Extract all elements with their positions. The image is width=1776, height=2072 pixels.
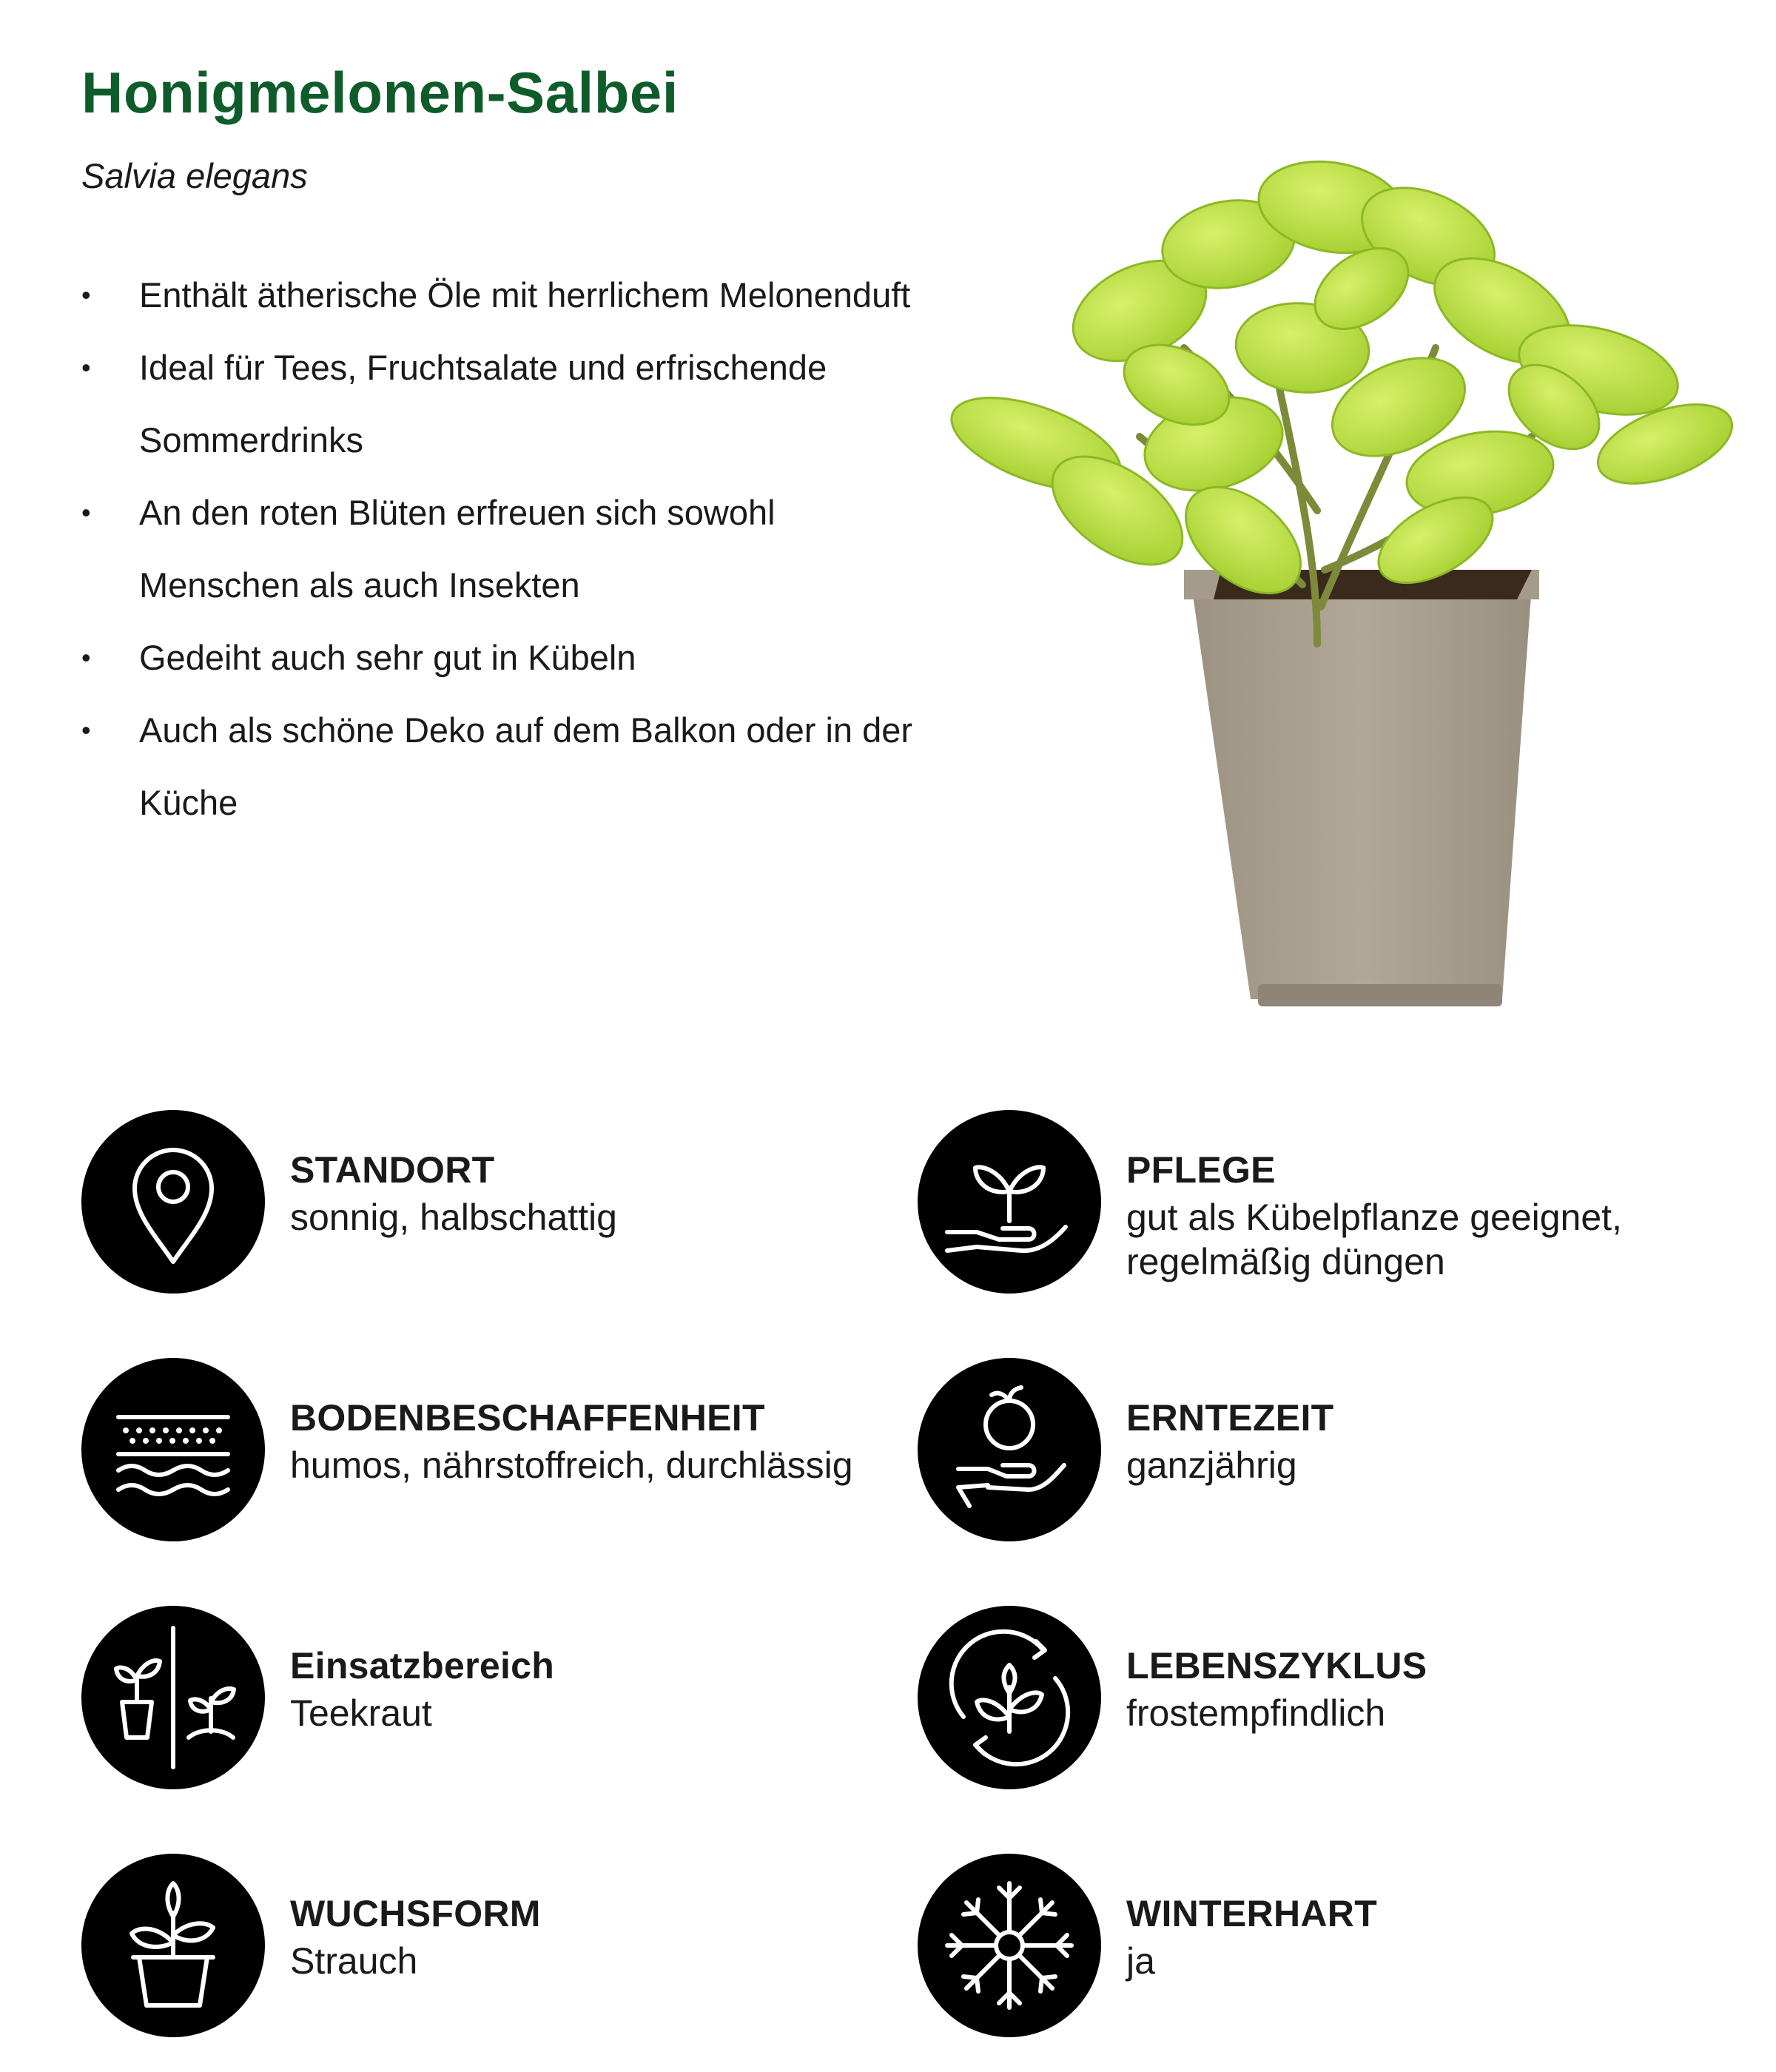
attribute-label: STANDORT [290, 1149, 495, 1191]
attribute-value: sonnig, halbschattig [290, 1197, 617, 1238]
attribute-label: WINTERHART [1126, 1893, 1378, 1934]
attribute-einsatz [81, 1606, 918, 1791]
feature-text: Enthält ätherische Öle mit herrlichem Melonenduft [139, 275, 911, 314]
attribute-winterhart [918, 1854, 1754, 2039]
feature-text: Ideal für Tees, Fruchtsalate und erfrischende Sommerdrinks [139, 348, 827, 460]
feature-text: Auch als schöne Deko auf dem Balkon oder in der Küche [139, 710, 913, 822]
attribute-label: Einsatzbereich [290, 1645, 555, 1686]
attribute-pflege [918, 1110, 1754, 1295]
feature-item [81, 259, 918, 332]
attribute-label: LEBENSZYKLUS [1126, 1645, 1427, 1686]
botanical-name: Salvia elegans [81, 156, 308, 195]
attribute-label: PFLEGE [1126, 1149, 1276, 1191]
attribute-erntezeit [918, 1358, 1754, 1543]
attribute-value: gut als Kübelpflanze geeignet, [1126, 1197, 1622, 1238]
attribute-wuchsform [81, 1854, 918, 2039]
feature-item [81, 477, 918, 622]
attribute-value: Teekraut [290, 1692, 432, 1734]
attribute-boden [81, 1358, 918, 1543]
hand-fruit-icon [918, 1358, 1101, 1541]
cycle-plant-icon [918, 1606, 1101, 1789]
attribute-value: ganzjährig [1126, 1444, 1297, 1486]
plant-leaves [940, 151, 1743, 614]
bullet-icon: • [81, 280, 91, 310]
attribute-lebenszyklus [918, 1606, 1754, 1791]
page-title: Honigmelonen-Salbei [81, 60, 679, 125]
bullet-icon: • [81, 715, 91, 745]
feature-item [81, 694, 918, 839]
attribute-label: ERNTEZEIT [1126, 1397, 1334, 1439]
potted-plant-icon [81, 1854, 265, 2037]
pot [1184, 570, 1539, 1006]
feature-item [81, 332, 918, 477]
attribute-value: frostempfindlich [1126, 1692, 1386, 1734]
attribute-standort [81, 1110, 918, 1295]
feature-text: Gedeiht auch sehr gut in Kübeln [139, 638, 636, 677]
bullet-icon: • [81, 642, 91, 673]
feature-item [81, 622, 918, 694]
attribute-label: WUCHSFORM [290, 1893, 541, 1934]
bullet-icon: • [81, 497, 91, 528]
attribute-value: humos, nährstoffreich, durchlässig [290, 1444, 853, 1486]
soil-layers-icon [81, 1358, 265, 1541]
location-pin-icon [81, 1110, 265, 1294]
snowflake-icon [918, 1854, 1101, 2037]
attribute-value: Strauch [290, 1940, 418, 1982]
bullet-icon: • [81, 352, 91, 383]
attribute-label: BODENBESCHAFFENHEIT [290, 1397, 765, 1439]
attribute-value-line-2: regelmäßig düngen [1126, 1241, 1445, 1282]
feature-list [81, 259, 918, 839]
attribute-value: ja [1126, 1940, 1155, 1982]
feature-text: An den roten Blüten erfreuen sich sowohl Menschen als auch Insekten [139, 493, 776, 605]
pot-and-ground-plant-icon [81, 1606, 265, 1789]
product-image [918, 126, 1754, 1021]
hand-seedling-icon [918, 1110, 1101, 1294]
